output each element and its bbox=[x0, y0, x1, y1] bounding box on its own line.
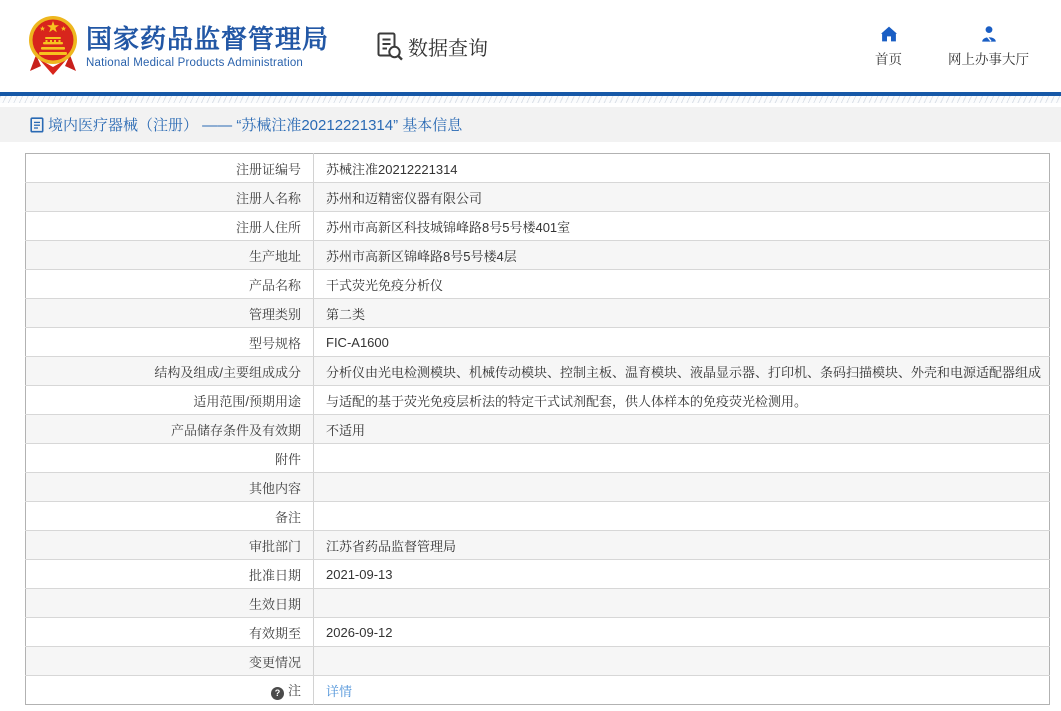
table-row bbox=[26, 444, 1050, 473]
table-row bbox=[26, 676, 1050, 705]
row-label: ? 注 bbox=[26, 676, 314, 705]
row-label: 审批部门 bbox=[26, 531, 314, 560]
table-row bbox=[26, 241, 1050, 270]
row-value: 苏州市高新区锦峰路8号5号楼4层 bbox=[314, 241, 1050, 270]
data-query-label: 数据查询 bbox=[408, 37, 489, 60]
row-value: 与适配的基于荧光免疫层析法的特定干式试剂配套，供人体样本的免疫荧光检测用。 bbox=[314, 386, 1050, 415]
home-icon bbox=[880, 25, 898, 43]
row-label: 产品名称 bbox=[26, 270, 314, 299]
row-label: 变更情况 bbox=[26, 647, 314, 676]
table-row bbox=[26, 154, 1050, 183]
table-row bbox=[26, 328, 1050, 357]
row-label: 注册证编号 bbox=[26, 154, 314, 183]
row-value bbox=[314, 502, 1050, 531]
row-value: 苏械注准20212221314 bbox=[314, 154, 1050, 183]
table-row bbox=[26, 270, 1050, 299]
national-emblem-logo bbox=[28, 13, 78, 81]
header-nav bbox=[875, 25, 1029, 68]
table-row bbox=[26, 473, 1050, 502]
row-label: 备注 bbox=[26, 502, 314, 531]
row-value bbox=[314, 473, 1050, 502]
table-row bbox=[26, 531, 1050, 560]
info-table-body bbox=[26, 154, 1050, 705]
document-icon bbox=[30, 117, 44, 133]
nav-online-hall[interactable] bbox=[948, 25, 1029, 68]
row-value: 2026-09-12 bbox=[314, 618, 1050, 647]
document-search-icon bbox=[375, 31, 405, 61]
table-row bbox=[26, 183, 1050, 212]
row-value: 2021-09-13 bbox=[314, 560, 1050, 589]
table-row bbox=[26, 502, 1050, 531]
row-label: 批准日期 bbox=[26, 560, 314, 589]
table-row bbox=[26, 357, 1050, 386]
detail-link[interactable]: 详情 bbox=[326, 683, 353, 699]
hatch-strip bbox=[0, 96, 1061, 103]
row-value: 第二类 bbox=[314, 299, 1050, 328]
row-value bbox=[314, 589, 1050, 618]
table-row bbox=[26, 647, 1050, 676]
row-label: 注册人名称 bbox=[26, 183, 314, 212]
row-label: 生效日期 bbox=[26, 589, 314, 618]
row-value bbox=[314, 444, 1050, 473]
table-row bbox=[26, 589, 1050, 618]
note-icon: ? bbox=[271, 687, 284, 700]
page-title-bar bbox=[0, 107, 1061, 142]
row-label: 结构及组成/主要组成成分 bbox=[26, 357, 314, 386]
row-value: 干式荧光免疫分析仪 bbox=[314, 270, 1050, 299]
site-header bbox=[0, 0, 1061, 92]
org-name-cn: 国家药品监督管理局 bbox=[86, 23, 330, 54]
row-value bbox=[314, 647, 1050, 676]
user-icon bbox=[980, 25, 998, 43]
row-label: 适用范围/预期用途 bbox=[26, 386, 314, 415]
nav-online-hall-label: 网上办事大厅 bbox=[948, 51, 1029, 67]
row-value bbox=[314, 676, 1050, 705]
table-row bbox=[26, 299, 1050, 328]
row-value: 苏州和迈精密仪器有限公司 bbox=[314, 183, 1050, 212]
row-value: 不适用 bbox=[314, 415, 1050, 444]
row-value: 分析仪由光电检测模块、机械传动模块、控制主板、温育模块、液晶显示器、打印机、条码扫描模块、外壳和电源适配器组成 bbox=[314, 357, 1050, 386]
registration-info-table bbox=[25, 153, 1050, 705]
row-value: 苏州市高新区科技城锦峰路8号5号楼401室 bbox=[314, 212, 1050, 241]
table-row bbox=[26, 415, 1050, 444]
page-title: 境内医疗器械（注册） —— “苏械注准20212221314” 基本信息 bbox=[48, 117, 463, 134]
data-query-section[interactable] bbox=[375, 31, 488, 61]
row-label: 注册人住所 bbox=[26, 212, 314, 241]
table-row bbox=[26, 618, 1050, 647]
row-value: 江苏省药品监督管理局 bbox=[314, 531, 1050, 560]
row-label: 生产地址 bbox=[26, 241, 314, 270]
table-row bbox=[26, 386, 1050, 415]
table-row bbox=[26, 212, 1050, 241]
org-name-en: National Medical Products Administration bbox=[86, 56, 304, 69]
table-row bbox=[26, 560, 1050, 589]
row-label: 管理类别 bbox=[26, 299, 314, 328]
row-label: 其他内容 bbox=[26, 473, 314, 502]
nav-home[interactable] bbox=[875, 25, 902, 68]
row-label: 有效期至 bbox=[26, 618, 314, 647]
nav-home-label: 首页 bbox=[875, 51, 902, 67]
row-label: 附件 bbox=[26, 444, 314, 473]
row-label: 型号规格 bbox=[26, 328, 314, 357]
row-value: FIC-A1600 bbox=[314, 328, 1050, 357]
org-names bbox=[86, 24, 329, 69]
row-label: 产品储存条件及有效期 bbox=[26, 415, 314, 444]
